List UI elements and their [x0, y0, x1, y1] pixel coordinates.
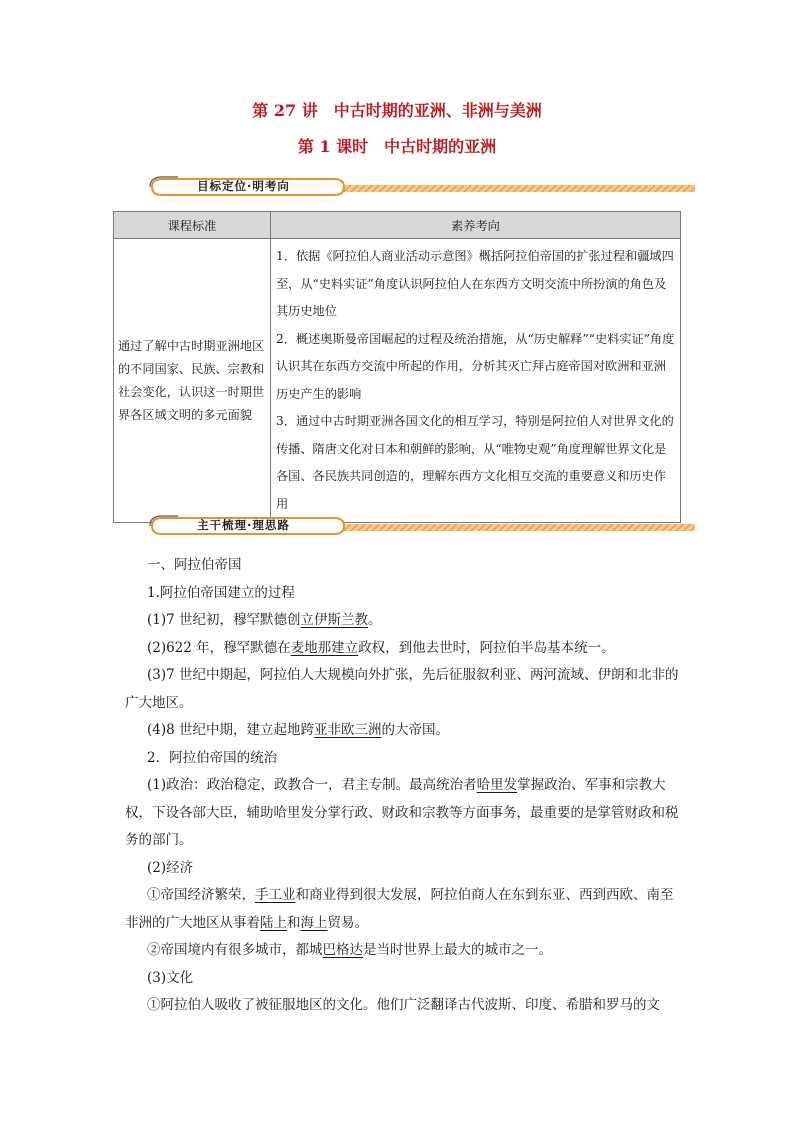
table-row: [114, 239, 681, 523]
banner-outline: [148, 514, 696, 538]
paragraph: (3)文化: [147, 969, 194, 986]
banner-goals: [148, 175, 696, 199]
paragraph: (2)622 年，穆罕默德在麦地那建立政权，到他去世时，阿拉伯半岛基本统一。: [147, 639, 615, 656]
subheading-1: 1.阿拉伯帝国建立的过程: [147, 584, 295, 601]
paragraph: ②帝国境内有很多城市，都城巴格达是当时世界上最大的城市之一。: [147, 942, 552, 958]
banner-outline-label: 主干梳理·理思路: [197, 518, 290, 532]
competency-item-3: 3．通过中古时期亚洲各国文化的相互学习，特别是阿拉伯人对世界文化的传播、隋唐文化对日本和朝鲜的影响，从“唯物史观”角度理解世界文化是各国、各民族共同创造的，理解东西方文化相互交流的重要意义和历史作用: [276, 414, 674, 511]
standard-cell: 通过了解中古时期亚洲地区的不同国家、民族、宗教和社会变化，认识这一时期世界各区域文明的多元面貌: [114, 239, 271, 523]
paragraph: ①帝国经济繁荣，手工业和商业得到很大发展，阿拉伯商人在东到东亚、西到西欧、南至非洲的广大地区从事着陆上和海上贸易。: [125, 887, 674, 931]
header-standard: 课程标准: [114, 212, 271, 239]
table-header-row: [114, 212, 681, 239]
banner-goals-label: 目标定位·明考向: [197, 179, 290, 193]
competency-cell: [271, 239, 681, 523]
subheading-2: 2．阿拉伯帝国的统治: [147, 749, 278, 766]
paragraph: (1)政治：政治稳定，政教合一，君主专制。最高统治者哈里发掌握政治、军事和宗教大权，下设各部大臣，辅助哈里发分掌行政、财政和宗教等方面事务，最重要的是掌管财政和税务的部门。: [125, 777, 679, 848]
competency-item-1: 1．依据《阿拉伯人商业活动示意图》概括阿拉伯帝国的扩张过程和疆域四至，从“史料实证”角度认识阿拉伯人在东西方文明交流中所扮演的角色及其历史地位: [276, 249, 674, 318]
paragraph: (2)经济: [147, 859, 194, 876]
paragraph: (3)7 世纪中期起，阿拉伯人大规模向外扩张，先后征服叙利亚、两河流域、伊朗和北非的广大地区。: [125, 667, 679, 711]
paragraph: (1)7 世纪初，穆罕默德创立伊斯兰教。: [147, 612, 382, 628]
paragraph: ①阿拉伯人吸收了被征服地区的文化。他们广泛翻译古代波斯、印度、希腊和罗马的文: [147, 997, 660, 1013]
paragraph: (4)8 世纪中期，建立起地跨亚非欧三洲的大帝国。: [147, 722, 450, 738]
section-heading: 一、阿拉伯帝国: [147, 557, 242, 573]
lesson-content: [125, 552, 681, 1020]
lesson-title: 第 1 课时 中古时期的亚洲: [297, 137, 497, 156]
competency-item-2: 2．概述奥斯曼帝国崛起的过程及统治措施，从“历史解释”“史料实证”角度认识其在东西方交流中所起的作用，分析其灭亡拜占庭帝国对欧洲和亚洲历史产生的影响: [276, 331, 675, 401]
lecture-title: 第 27 讲 中古时期的亚洲、非洲与美洲: [252, 101, 542, 120]
curriculum-table: [113, 211, 681, 523]
header-competency: 素养考向: [271, 212, 681, 239]
